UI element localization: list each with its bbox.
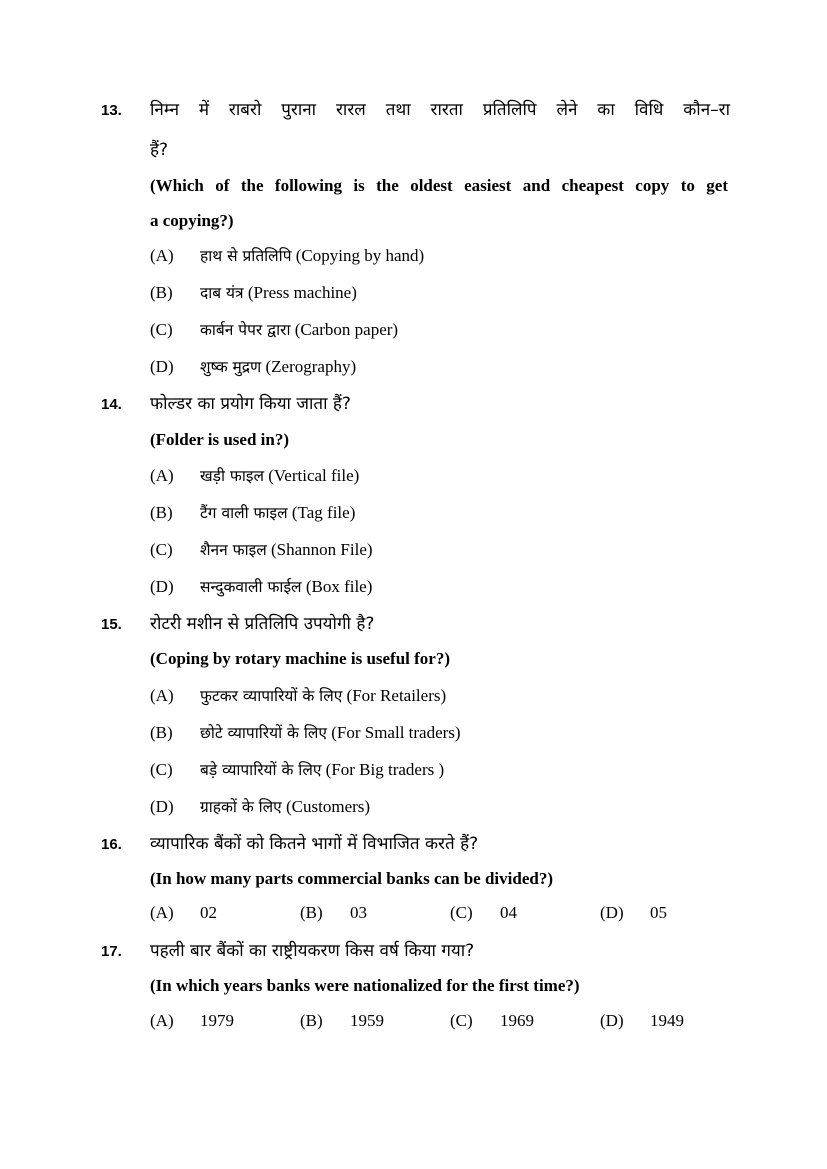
option-label: (D) [150, 577, 174, 596]
option-b[interactable] [300, 1011, 384, 1031]
question-english-text: (Which of the following is the oldest easiest and cheapest copy to get [150, 176, 728, 195]
option-a[interactable] [150, 244, 424, 266]
option-c[interactable] [150, 318, 398, 340]
question-number: 17. [101, 943, 122, 960]
option-label: (D) [150, 797, 174, 816]
option-label: (B) [300, 903, 323, 922]
option-a[interactable] [150, 684, 446, 706]
option-label: (B) [150, 283, 173, 302]
question-hindi-text: पहली बार बैंकों का राष्ट्रीयकरण किस वर्ष किया गया? [150, 941, 475, 961]
option-label: (B) [150, 503, 173, 522]
question-number: 15. [101, 616, 122, 633]
option-b[interactable] [150, 721, 461, 743]
question-hindi-text: रोटरी मशीन से प्रतिलिपि उपयोगी है? [150, 614, 375, 634]
option-value: 02 [200, 903, 217, 922]
option-english: (For Small traders) [331, 723, 461, 742]
option-c[interactable] [450, 903, 517, 923]
option-d[interactable] [600, 903, 667, 923]
option-value: 1979 [200, 1011, 234, 1030]
option-label: (D) [600, 903, 624, 922]
option-label: (A) [150, 686, 174, 705]
option-a[interactable] [150, 903, 217, 923]
option-hindi: हाथ से प्रतिलिपि [200, 247, 292, 265]
question-english-text: (Folder is used in?) [150, 430, 290, 449]
option-d[interactable] [600, 1011, 684, 1031]
option-english: (Carbon paper) [294, 320, 399, 339]
option-hindi: छोटे व्यापारियों के लिए [200, 724, 327, 742]
option-english: (Tag file) [291, 503, 356, 522]
question-hindi-text-cont: हैं? [150, 140, 169, 160]
option-value: 05 [650, 903, 667, 922]
option-b[interactable] [150, 501, 355, 523]
question-english-text: (Coping by rotary machine is useful for?) [150, 649, 451, 668]
option-english: (Press machine) [247, 283, 357, 302]
option-c[interactable] [150, 758, 444, 780]
option-label: (B) [300, 1011, 323, 1030]
option-english: (Vertical file) [268, 466, 360, 485]
option-value: 1969 [500, 1011, 534, 1030]
option-d[interactable] [150, 355, 356, 377]
option-hindi: शुष्क मुद्रण [200, 358, 262, 376]
option-hindi: शैनन फाइल [200, 541, 267, 559]
option-label: (A) [150, 246, 174, 265]
question-english-text: (In how many parts commercial banks can be divided?) [150, 869, 553, 888]
question-english-text-cont: a copying?) [150, 211, 234, 230]
question-english-text: (In which years banks were nationalized for the first time?) [150, 976, 580, 995]
option-hindi: टैंग वाली फाइल [200, 504, 288, 522]
option-hindi: कार्बन पेपर द्वारा [200, 321, 291, 339]
option-label: (A) [150, 1011, 174, 1030]
option-value: 1959 [350, 1011, 384, 1030]
option-label: (A) [150, 903, 174, 922]
option-c[interactable] [150, 538, 373, 560]
option-english: (For Retailers) [346, 686, 447, 705]
option-label: (D) [600, 1011, 624, 1030]
option-english: (Box file) [305, 577, 373, 596]
option-label: (D) [150, 357, 174, 376]
option-hindi: सन्दुकवाली फाईल [200, 578, 302, 596]
option-hindi: दाब यंत्र [200, 284, 244, 302]
option-c[interactable] [450, 1011, 534, 1031]
option-hindi: खड़ी फाइल [200, 467, 264, 485]
option-d[interactable] [150, 575, 372, 597]
question-hindi-text: फोल्डर का प्रयोग किया जाता हैं? [150, 394, 351, 414]
option-label: (C) [150, 760, 173, 779]
option-label: (C) [150, 320, 173, 339]
option-english: (Copying by hand) [295, 246, 425, 265]
option-label: (C) [450, 1011, 473, 1030]
option-english: (Shannon File) [271, 540, 373, 559]
option-hindi: ग्राहकों के लिए [200, 798, 282, 816]
option-value: 03 [350, 903, 367, 922]
option-b[interactable] [300, 903, 367, 923]
option-english: (For Big traders ) [325, 760, 445, 779]
question-number: 14. [101, 396, 122, 413]
question-number: 13. [101, 102, 122, 119]
option-value: 1949 [650, 1011, 684, 1030]
option-label: (C) [450, 903, 473, 922]
option-english: (Zerography) [265, 357, 357, 376]
option-label: (C) [150, 540, 173, 559]
option-english: (Customers) [286, 797, 371, 816]
option-label: (B) [150, 723, 173, 742]
option-b[interactable] [150, 281, 357, 303]
option-label: (A) [150, 466, 174, 485]
question-hindi-text: निम्न में राबरो पुराना रारल तथा रारता प्रतिलिपि लेने का विधि कौन–रा [150, 100, 730, 120]
question-hindi-text: व्यापारिक बैंकों को कितने भागों में विभाजित करते हैं? [150, 834, 479, 854]
option-hindi: बड़े व्यापारियों के लिए [200, 761, 322, 779]
option-a[interactable] [150, 1011, 234, 1031]
option-value: 04 [500, 903, 517, 922]
option-a[interactable] [150, 464, 359, 486]
question-number: 16. [101, 836, 122, 853]
option-d[interactable] [150, 795, 370, 817]
option-hindi: फुटकर व्यापारियों के लिए [200, 687, 343, 705]
